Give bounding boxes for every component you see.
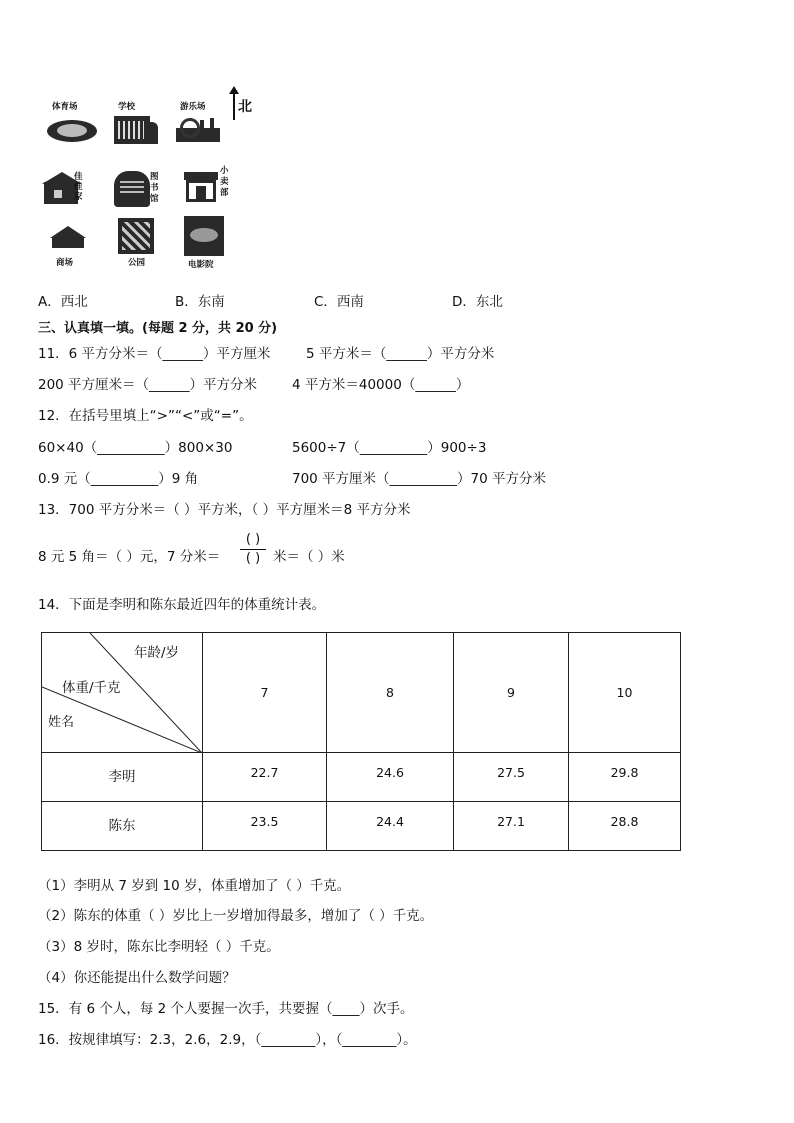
row-name-liming: 李明 (42, 753, 203, 802)
q14-sub4[interactable]: （4）你还能提出什么数学问题？ (38, 970, 236, 986)
q13-line1[interactable]: 13．700 平方分米＝（ ）平方米，（ ）平方厘米＝8 平方分米 (38, 502, 411, 518)
q13-line2-b[interactable]: 米＝（ ）米 (273, 549, 345, 565)
choice-c[interactable]: C．西南 (314, 294, 364, 310)
map-label-shop: 小卖部 (220, 166, 229, 198)
header-age: 年龄/岁 (134, 645, 180, 661)
school-icon (112, 112, 172, 172)
q13-fraction[interactable] (240, 531, 266, 568)
q12-a[interactable]: 60×40（__________）800×30 (38, 440, 233, 456)
q14-sub3[interactable]: （3）8 岁时，陈东比李明轻（ ）千克。 (38, 939, 280, 955)
map-label-amusement: 游乐场 (180, 102, 206, 112)
table-row (42, 802, 681, 851)
weight-table (41, 632, 681, 851)
cell: 23.5 (203, 802, 327, 851)
cell: 29.8 (569, 753, 681, 802)
q12-title: 12．在括号里填上“>”“<”或“=”。 (38, 408, 253, 424)
header-age-8: 8 (327, 633, 454, 753)
fraction-numerator[interactable]: ( ) (245, 532, 261, 547)
header-age-10: 10 (569, 633, 681, 753)
choice-b[interactable]: B．东南 (175, 294, 225, 310)
q13-line2-a[interactable]: 8 元 5 角＝（ ）元，7 分米＝ (38, 549, 221, 565)
north-label: 北 (238, 99, 252, 115)
map-label-library: 图书馆 (150, 172, 159, 204)
q16[interactable]: 16．按规律填写：2.3，2.6，2.9，（________），（________）。 (38, 1032, 417, 1048)
diagonal-header-cell (42, 633, 203, 753)
header-age-7: 7 (203, 633, 327, 753)
header-name: 姓名 (48, 715, 75, 730)
cell: 22.7 (203, 753, 327, 802)
park-icon (116, 216, 176, 276)
map-label-cinema: 电影院 (188, 260, 214, 270)
table-row (42, 753, 681, 802)
map-label-home: 佳佳家 (74, 172, 83, 202)
cell: 24.6 (327, 753, 454, 802)
map-label-school: 学校 (118, 102, 136, 112)
choice-d[interactable]: D．东北 (452, 294, 503, 310)
header-weight: 体重/千克 (62, 680, 121, 696)
fraction-denominator[interactable]: ( ) (245, 551, 261, 566)
q12-c[interactable]: 0.9 元（__________）9 角 (38, 471, 199, 487)
mall-icon (46, 220, 106, 280)
cell: 24.4 (327, 802, 454, 851)
map-label-stadium: 体育场 (52, 102, 78, 112)
cell: 27.5 (454, 753, 569, 802)
amusement-park-icon (176, 112, 236, 172)
section-3-title: 三、认真填一填。(每题 2 分，共 20 分) (38, 321, 278, 336)
q15[interactable]: 15．有 6 个人，每 2 个人要握一次手，共要握（____）次手。 (38, 1001, 414, 1017)
q11-b[interactable]: 5 平方米＝（______）平方分米 (306, 346, 495, 362)
q12-b[interactable]: 5600÷7（__________）900÷3 (292, 440, 487, 456)
header-age-9: 9 (454, 633, 569, 753)
cell: 28.8 (569, 802, 681, 851)
q14-sub1[interactable]: （1）李明从 7 岁到 10 岁，体重增加了（ ）千克。 (38, 878, 351, 894)
cell: 27.1 (454, 802, 569, 851)
q12-d[interactable]: 700 平方厘米（__________）70 平方分米 (292, 471, 547, 487)
q11-d[interactable]: 4 平方米＝40000（______） (292, 377, 470, 393)
q11-c[interactable]: 200 平方厘米＝（______）平方分米 (38, 377, 258, 393)
q11-a[interactable]: 11．6 平方分米＝（______）平方厘米 (38, 346, 271, 362)
q14-sub2[interactable]: （2）陈东的体重（ ）岁比上一岁增加得最多，增加了（ ）千克。 (38, 908, 434, 924)
map-label-park: 公园 (128, 258, 146, 268)
row-name-chendong: 陈东 (42, 802, 203, 851)
choice-a[interactable]: A．西北 (38, 294, 88, 310)
map-label-mall: 商场 (56, 258, 74, 268)
stadium-icon (45, 112, 105, 172)
q14-title: 14．下面是李明和陈东最近四年的体重统计表。 (38, 597, 326, 613)
